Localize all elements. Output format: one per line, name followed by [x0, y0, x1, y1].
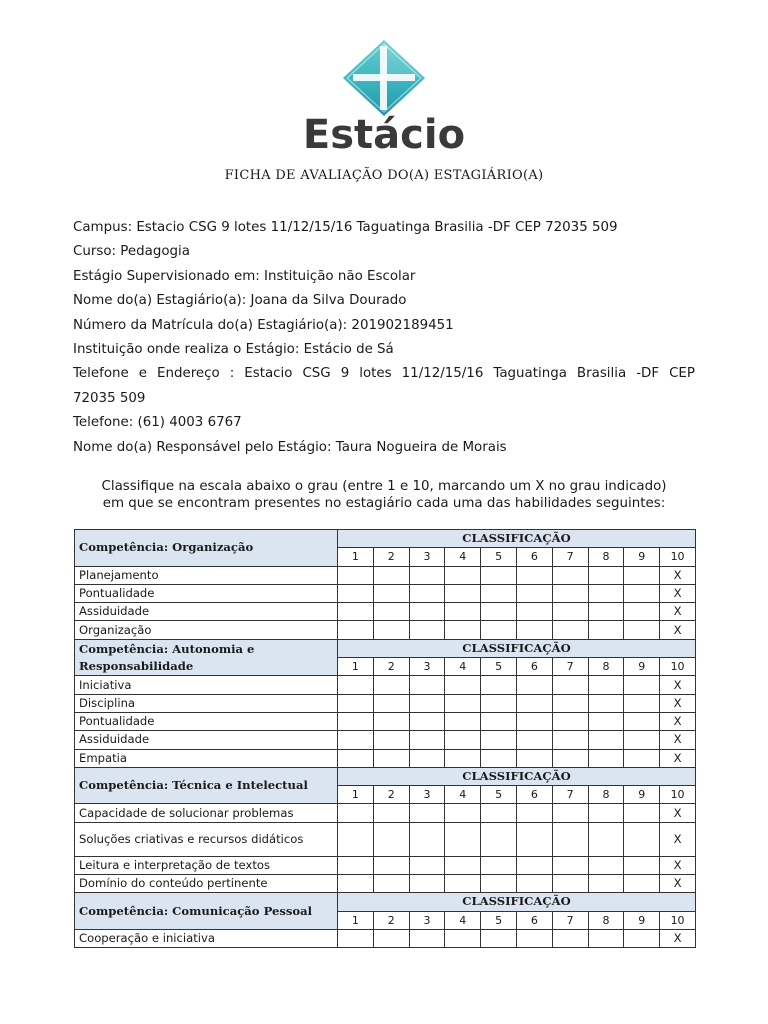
info-word: Endereço [157, 366, 220, 382]
grade-cell-10[interactable]: X [660, 603, 696, 621]
competency-title: Competência: Técnica e Intelectual [75, 767, 338, 804]
grade-cell-4[interactable] [445, 856, 481, 874]
instructions [60, 478, 708, 512]
info-institution: Instituição onde realiza o Estágio: Estácio de Sá [73, 341, 394, 357]
grade-cell-1[interactable] [338, 804, 374, 822]
scale-number: 2 [373, 786, 409, 804]
grade-cell-5[interactable] [481, 856, 517, 874]
grade-cell-8[interactable] [588, 822, 624, 856]
grade-cell-8[interactable] [588, 712, 624, 730]
evaluation-table [74, 529, 696, 948]
info-phone: Telefone: (61) 4003 6767 [73, 415, 242, 431]
table-row [75, 731, 696, 749]
grade-cell-9[interactable] [624, 603, 660, 621]
grade-cell-5[interactable] [481, 749, 517, 767]
skill-label: Soluções criativas e recursos didáticos [75, 822, 338, 856]
grade-cell-10[interactable]: X [660, 856, 696, 874]
info-word: e [138, 366, 147, 382]
skill-label: Disciplina [75, 694, 338, 712]
grade-cell-4[interactable] [445, 731, 481, 749]
grade-cell-6[interactable] [516, 603, 552, 621]
grade-cell-4[interactable] [445, 694, 481, 712]
grade-cell-8[interactable] [588, 731, 624, 749]
grade-cell-10[interactable]: X [660, 804, 696, 822]
skill-label: Cooperação e iniciativa [75, 929, 338, 947]
grade-cell-1[interactable] [338, 621, 374, 639]
scale-number: 4 [445, 658, 481, 676]
grade-cell-3[interactable] [409, 929, 445, 947]
grade-cell-9[interactable] [624, 804, 660, 822]
scale-number: 7 [552, 911, 588, 929]
grade-cell-6[interactable] [516, 804, 552, 822]
grade-cell-5[interactable] [481, 676, 517, 694]
grade-cell-9[interactable] [624, 929, 660, 947]
table-row [75, 856, 696, 874]
scale-number: 1 [338, 911, 374, 929]
grade-cell-8[interactable] [588, 676, 624, 694]
skill-label: Iniciativa [75, 676, 338, 694]
grade-cell-6[interactable] [516, 929, 552, 947]
scale-number: 10 [660, 911, 696, 929]
grade-cell-3[interactable] [409, 621, 445, 639]
scale-number: 5 [481, 658, 517, 676]
info-word: 9 [340, 366, 350, 382]
scale-number: 7 [552, 786, 588, 804]
grade-cell-1[interactable] [338, 875, 374, 893]
scale-number: 9 [624, 658, 660, 676]
grade-cell-10[interactable]: X [660, 694, 696, 712]
section-header-row [75, 893, 696, 911]
scale-number: 4 [445, 911, 481, 929]
grade-cell-2[interactable] [373, 929, 409, 947]
scale-number: 6 [516, 911, 552, 929]
table-row [75, 712, 696, 730]
grade-cell-7[interactable] [552, 929, 588, 947]
info-word: CSG [302, 366, 331, 382]
table-row [75, 929, 696, 947]
grade-cell-2[interactable] [373, 731, 409, 749]
grade-cell-9[interactable] [624, 566, 660, 584]
grade-cell-6[interactable] [516, 676, 552, 694]
grade-cell-8[interactable] [588, 694, 624, 712]
scale-number: 3 [409, 786, 445, 804]
section-header-row [75, 530, 696, 548]
grade-cell-6[interactable] [516, 731, 552, 749]
grade-cell-4[interactable] [445, 566, 481, 584]
scale-number: 4 [445, 548, 481, 566]
grade-cell-6[interactable] [516, 875, 552, 893]
scale-number: 10 [660, 548, 696, 566]
grade-cell-4[interactable] [445, 712, 481, 730]
grade-cell-2[interactable] [373, 856, 409, 874]
grade-cell-10[interactable]: X [660, 875, 696, 893]
table-row [75, 584, 696, 602]
grade-cell-2[interactable] [373, 804, 409, 822]
info-word: Estacio [244, 366, 293, 382]
scale-number: 8 [588, 658, 624, 676]
scale-number: 10 [660, 658, 696, 676]
table-row [75, 603, 696, 621]
info-word: 11/12/15/16 [401, 366, 484, 382]
grade-cell-7[interactable] [552, 603, 588, 621]
grade-cell-5[interactable] [481, 566, 517, 584]
logo [0, 38, 768, 118]
grade-cell-2[interactable] [373, 822, 409, 856]
grade-cell-2[interactable] [373, 603, 409, 621]
grade-cell-10[interactable]: X [660, 676, 696, 694]
table-row [75, 822, 696, 856]
grade-cell-1[interactable] [338, 749, 374, 767]
scale-number: 6 [516, 786, 552, 804]
grade-cell-3[interactable] [409, 731, 445, 749]
grade-cell-10[interactable]: X [660, 712, 696, 730]
grade-cell-7[interactable] [552, 694, 588, 712]
competency-title: Competência: Organização [75, 530, 338, 567]
grade-cell-10[interactable]: X [660, 749, 696, 767]
grade-cell-7[interactable] [552, 676, 588, 694]
grade-cell-9[interactable] [624, 731, 660, 749]
grade-cell-9[interactable] [624, 694, 660, 712]
table-row [75, 694, 696, 712]
scale-number: 3 [409, 658, 445, 676]
scale-number: 1 [338, 786, 374, 804]
instructions-line-2: em que se encontram presentes no estagiário cada uma das habilidades seguintes: [102, 496, 666, 511]
info-word: Taguatinga [493, 366, 567, 382]
grade-cell-1[interactable] [338, 822, 374, 856]
competency-title: Competência: Autonomia e Responsabilidade [75, 639, 338, 676]
grade-cell-4[interactable] [445, 875, 481, 893]
skill-label: Pontualidade [75, 584, 338, 602]
grade-cell-7[interactable] [552, 584, 588, 602]
info-word: : [229, 366, 235, 382]
scale-number: 2 [373, 548, 409, 566]
classification-header: CLASSIFICAÇÃO [338, 530, 696, 548]
grade-cell-4[interactable] [445, 929, 481, 947]
scale-number: 3 [409, 911, 445, 929]
grade-cell-1[interactable] [338, 584, 374, 602]
scale-number: 1 [338, 548, 374, 566]
skill-label: Organização [75, 621, 338, 639]
grade-cell-9[interactable] [624, 621, 660, 639]
grade-cell-4[interactable] [445, 804, 481, 822]
info-word: CEP [669, 366, 695, 382]
estacio-diamond-logo-icon [341, 38, 427, 118]
skill-label: Pontualidade [75, 712, 338, 730]
grade-cell-6[interactable] [516, 712, 552, 730]
scale-number: 9 [624, 786, 660, 804]
grade-cell-6[interactable] [516, 584, 552, 602]
grade-cell-5[interactable] [481, 621, 517, 639]
grade-cell-1[interactable] [338, 929, 374, 947]
table-row [75, 875, 696, 893]
grade-cell-7[interactable] [552, 749, 588, 767]
skill-label: Empatia [75, 749, 338, 767]
table-row [75, 621, 696, 639]
info-word: Brasilia [576, 366, 627, 382]
skill-label: Domínio do conteúdo pertinente [75, 875, 338, 893]
grade-cell-7[interactable] [552, 822, 588, 856]
info-student-name: Nome do(a) Estagiário(a): Joana da Silva Dourado [73, 293, 407, 309]
grade-cell-5[interactable] [481, 584, 517, 602]
grade-cell-1[interactable] [338, 712, 374, 730]
grade-cell-5[interactable] [481, 712, 517, 730]
classification-header: CLASSIFICAÇÃO [338, 893, 696, 911]
scale-number: 9 [624, 548, 660, 566]
info-supervisor: Nome do(a) Responsável pelo Estágio: Taura Nogueira de Morais [73, 439, 507, 455]
grade-cell-5[interactable] [481, 603, 517, 621]
grade-cell-9[interactable] [624, 822, 660, 856]
grade-cell-6[interactable] [516, 856, 552, 874]
instructions-line-1: Classifique na escala abaixo o grau (entre 1 e 10, marcando um X no grau indicado) [101, 479, 667, 494]
scale-number: 2 [373, 911, 409, 929]
section-header-row [75, 767, 696, 785]
info-internship-type: Estágio Supervisionado em: Instituição não Escolar [73, 268, 416, 284]
grade-cell-1[interactable] [338, 856, 374, 874]
grade-cell-3[interactable] [409, 856, 445, 874]
skill-label: Leitura e interpretação de textos [75, 856, 338, 874]
grade-cell-1[interactable] [338, 566, 374, 584]
grade-cell-8[interactable] [588, 749, 624, 767]
grade-cell-9[interactable] [624, 712, 660, 730]
grade-cell-7[interactable] [552, 856, 588, 874]
grade-cell-2[interactable] [373, 566, 409, 584]
grade-cell-8[interactable] [588, 566, 624, 584]
scale-number: 8 [588, 786, 624, 804]
competency-title: Competência: Comunicação Pessoal [75, 893, 338, 930]
classification-header: CLASSIFICAÇÃO [338, 767, 696, 785]
table-row [75, 566, 696, 584]
info-campus: Campus: Estacio CSG 9 lotes 11/12/15/16 Taguatinga Brasilia -DF CEP 72035 509 [73, 220, 618, 235]
grade-cell-1[interactable] [338, 731, 374, 749]
scale-number: 5 [481, 786, 517, 804]
grade-cell-8[interactable] [588, 856, 624, 874]
grade-cell-4[interactable] [445, 676, 481, 694]
grade-cell-8[interactable] [588, 875, 624, 893]
grade-cell-6[interactable] [516, 621, 552, 639]
grade-cell-6[interactable] [516, 566, 552, 584]
scale-number: 6 [516, 548, 552, 566]
grade-cell-5[interactable] [481, 822, 517, 856]
grade-cell-9[interactable] [624, 584, 660, 602]
grade-cell-3[interactable] [409, 875, 445, 893]
grade-cell-5[interactable] [481, 875, 517, 893]
scale-number: 7 [552, 548, 588, 566]
grade-cell-4[interactable] [445, 603, 481, 621]
form-title: FICHA DE AVALIAÇÃO DO(A) ESTAGIÁRIO(A) [224, 168, 544, 183]
grade-cell-3[interactable] [409, 804, 445, 822]
info-course: Curso: Pedagogia [73, 244, 190, 260]
grade-cell-8[interactable] [588, 804, 624, 822]
grade-cell-1[interactable] [338, 603, 374, 621]
info-word: lotes [359, 366, 392, 382]
grade-cell-1[interactable] [338, 676, 374, 694]
scale-number: 7 [552, 658, 588, 676]
grade-cell-9[interactable] [624, 749, 660, 767]
grade-cell-8[interactable] [588, 603, 624, 621]
grade-cell-10[interactable]: X [660, 584, 696, 602]
grade-cell-7[interactable] [552, 731, 588, 749]
scale-number: 5 [481, 911, 517, 929]
grade-cell-6[interactable] [516, 749, 552, 767]
grade-cell-3[interactable] [409, 694, 445, 712]
skill-label: Planejamento [75, 566, 338, 584]
grade-cell-3[interactable] [409, 822, 445, 856]
grade-cell-7[interactable] [552, 566, 588, 584]
grade-cell-8[interactable] [588, 621, 624, 639]
grade-cell-10[interactable]: X [660, 822, 696, 856]
info-phone-address [73, 362, 695, 386]
grade-cell-3[interactable] [409, 584, 445, 602]
section-header-row [75, 639, 696, 657]
grade-cell-10[interactable]: X [660, 566, 696, 584]
grade-cell-3[interactable] [409, 712, 445, 730]
grade-cell-9[interactable] [624, 676, 660, 694]
skill-label: Capacidade de solucionar problemas [75, 804, 338, 822]
scale-number: 8 [588, 911, 624, 929]
grade-cell-3[interactable] [409, 749, 445, 767]
grade-cell-5[interactable] [481, 804, 517, 822]
grade-cell-2[interactable] [373, 712, 409, 730]
grade-cell-7[interactable] [552, 804, 588, 822]
info-phone-address-cont: 72035 509 [73, 390, 146, 406]
grade-cell-7[interactable] [552, 875, 588, 893]
skill-label: Assiduidade [75, 603, 338, 621]
student-info [73, 216, 695, 460]
scale-number: 8 [588, 548, 624, 566]
scale-number: 6 [516, 658, 552, 676]
grade-cell-6[interactable] [516, 694, 552, 712]
info-enrollment: Número da Matrícula do(a) Estagiário(a): 201902189451 [73, 317, 454, 333]
brand-name: Estácio [302, 112, 466, 158]
grade-cell-5[interactable] [481, 929, 517, 947]
grade-cell-4[interactable] [445, 621, 481, 639]
grade-cell-10[interactable]: X [660, 929, 696, 947]
grade-cell-3[interactable] [409, 603, 445, 621]
info-word: Telefone [73, 366, 129, 382]
grade-cell-7[interactable] [552, 621, 588, 639]
grade-cell-2[interactable] [373, 584, 409, 602]
scale-number: 4 [445, 786, 481, 804]
grade-cell-3[interactable] [409, 676, 445, 694]
scale-number: 2 [373, 658, 409, 676]
scale-number: 10 [660, 786, 696, 804]
table-row [75, 676, 696, 694]
grade-cell-8[interactable] [588, 584, 624, 602]
grade-cell-4[interactable] [445, 584, 481, 602]
grade-cell-2[interactable] [373, 875, 409, 893]
grade-cell-9[interactable] [624, 856, 660, 874]
grade-cell-4[interactable] [445, 749, 481, 767]
table-row [75, 749, 696, 767]
grade-cell-5[interactable] [481, 731, 517, 749]
grade-cell-2[interactable] [373, 694, 409, 712]
scale-number: 9 [624, 911, 660, 929]
info-word: -DF [636, 366, 660, 382]
grade-cell-3[interactable] [409, 566, 445, 584]
grade-cell-6[interactable] [516, 822, 552, 856]
grade-cell-2[interactable] [373, 676, 409, 694]
grade-cell-7[interactable] [552, 712, 588, 730]
scale-number: 5 [481, 548, 517, 566]
skill-label: Assiduidade [75, 731, 338, 749]
grade-cell-8[interactable] [588, 929, 624, 947]
grade-cell-2[interactable] [373, 749, 409, 767]
table-row [75, 804, 696, 822]
grade-cell-4[interactable] [445, 822, 481, 856]
classification-header: CLASSIFICAÇÃO [338, 639, 696, 657]
scale-number: 3 [409, 548, 445, 566]
grade-cell-2[interactable] [373, 621, 409, 639]
grade-cell-5[interactable] [481, 694, 517, 712]
grade-cell-10[interactable]: X [660, 621, 696, 639]
scale-number: 1 [338, 658, 374, 676]
grade-cell-10[interactable]: X [660, 731, 696, 749]
grade-cell-9[interactable] [624, 875, 660, 893]
grade-cell-1[interactable] [338, 694, 374, 712]
